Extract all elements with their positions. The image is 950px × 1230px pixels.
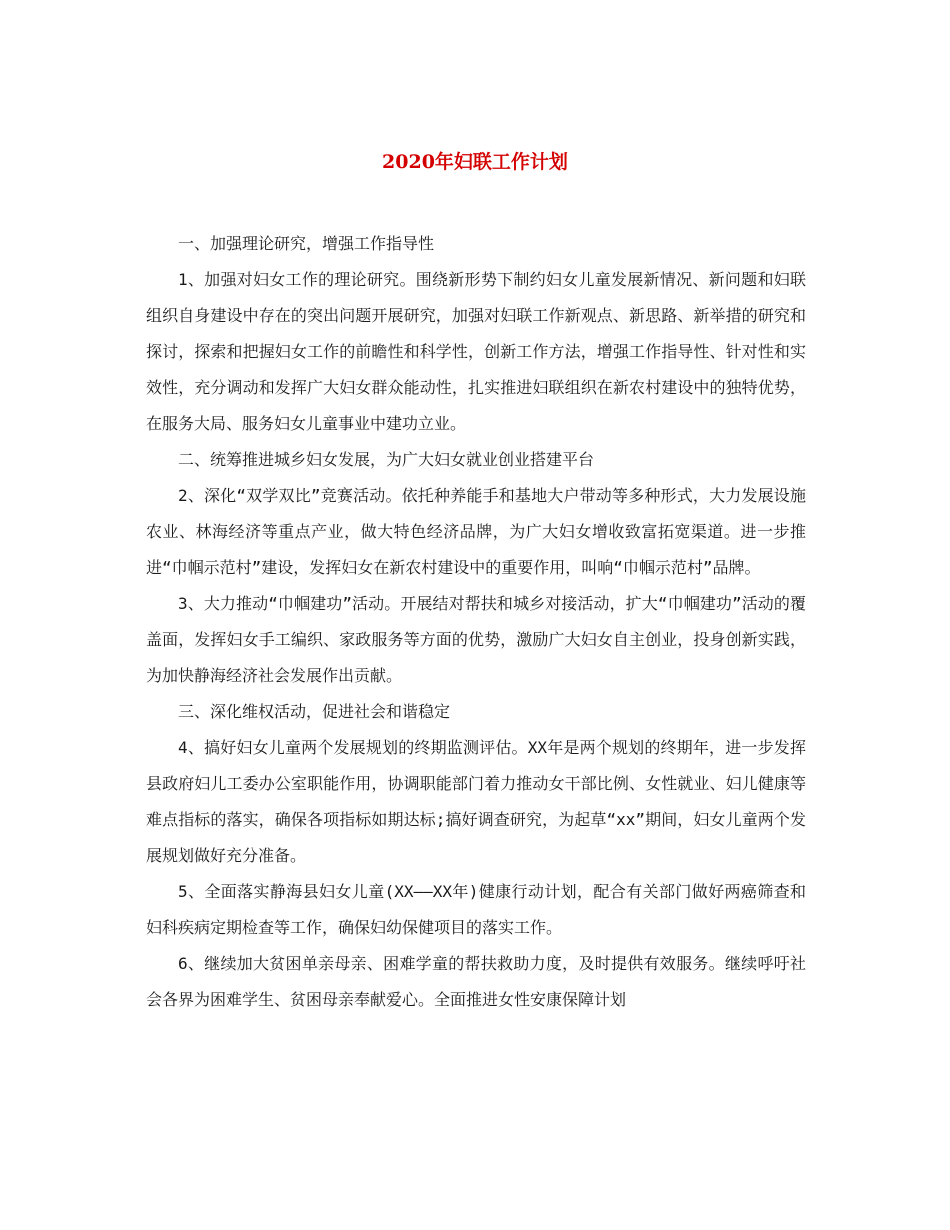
section-heading-1: 一、加强理论研究，增强工作指导性: [178, 234, 435, 253]
paragraph-item-2: 2、深化“双学双比”竞赛活动。依托种养能手和基地大户带动等多种形式，大力发展设施农业、林海经济等重点产业，做大特色经济品牌，为广大妇女增收致富拓宽渠道。进一步推进“巾帼示范村”建设，发挥妇女在新农村建设中的重要作用，叫响“巾帼示范村”品牌。: [146, 486, 806, 577]
paragraph-item-1: 1、加强对妇女工作的理论研究。围绕新形势下制约妇女儿童发展新情况、新问题和妇联组织自身建设中存在的突出问题开展研究，加强对妇联工作新观点、新思路、新举措的研究和探讨，探索和把握妇女工作的前瞻性和科学性，创新工作方法，增强工作指导性、针对性和实效性，充分调动和发挥广大妇女群众能动性，扎实推进妇联组织在新农村建设中的独特优势，在服务大局、服务妇女儿童事业中建功立业。: [146, 270, 806, 433]
paragraph-item-4: 4、搞好妇女儿童两个发展规划的终期监测评估。XX年是两个规划的终期年，进一步发挥县政府妇儿工委办公室职能作用，协调职能部门着力推动女干部比例、女性就业、妇儿健康等难点指标的落实，确保各项指标如期达标;搞好调查研究，为起草“xx”期间，妇女儿童两个发展规划做好充分准备。: [146, 738, 806, 865]
section-heading-3: 三、深化维权活动，促进社会和谐稳定: [178, 702, 451, 721]
page-title: 2020年妇联工作计划: [382, 151, 568, 173]
paragraph-item-3: 3、大力推动“巾帼建功”活动。开展结对帮扶和城乡对接活动，扩大“巾帼建功”活动的覆盖面，发挥妇女手工编织、家政服务等方面的优势，激励广大妇女自主创业，投身创新实践，为加快静海经济社会发展作出贡献。: [146, 594, 806, 685]
paragraph-item-6: 6、继续加大贫困单亲母亲、困难学童的帮扶救助力度，及时提供有效服务。继续呼吁社会各界为困难学生、贫困母亲奉献爱心。全面推进女性安康保障计划: [146, 954, 806, 1009]
section-heading-2: 二、统筹推进城乡妇女发展，为广大妇女就业创业搭建平台: [178, 450, 595, 469]
document-body: [146, 226, 806, 1018]
paragraph-item-5: 5、全面落实静海县妇女儿童(XX——XX年)健康行动计划，配合有关部门做好两癌筛查和妇科疾病定期检查等工作，确保妇幼保健项目的落实工作。: [146, 882, 806, 937]
